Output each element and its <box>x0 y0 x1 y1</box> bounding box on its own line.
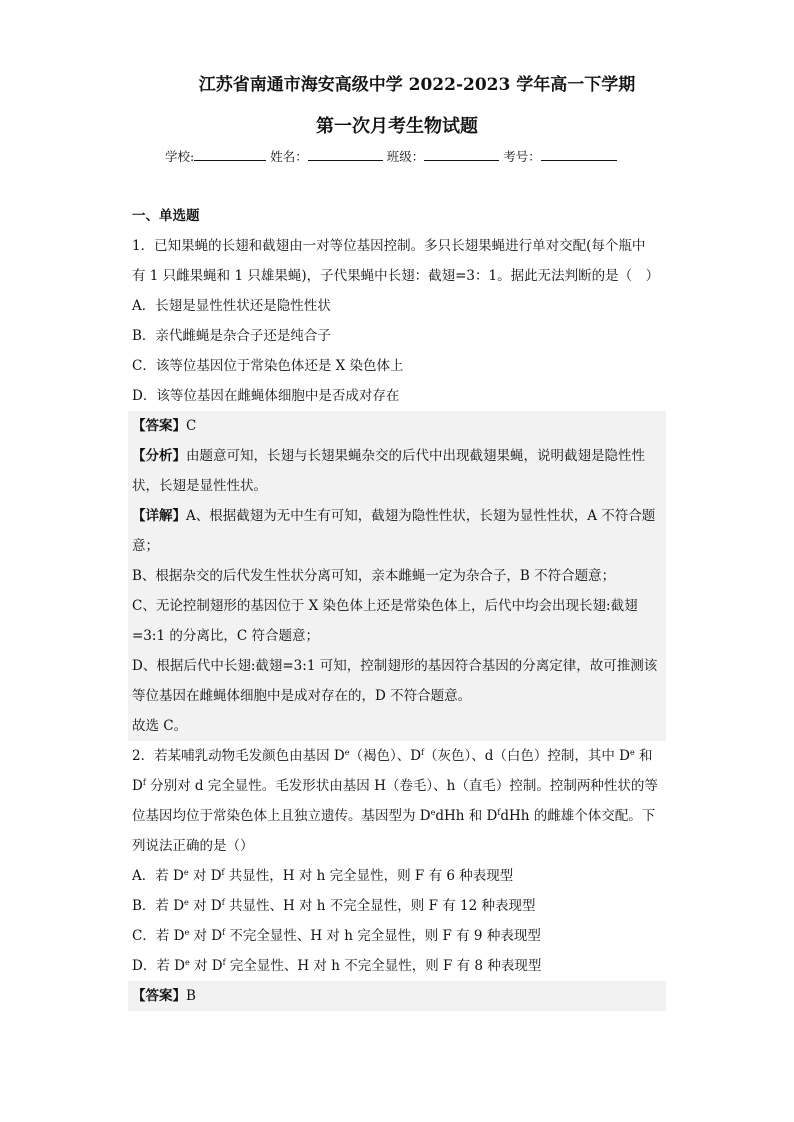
q2-option-d <box>132 951 662 981</box>
q2-stem <box>132 741 662 861</box>
q2-text: 和 <box>634 748 653 764</box>
superscript-f: f <box>222 928 226 937</box>
name-blank[interactable] <box>308 148 383 161</box>
q1-answer <box>132 411 662 441</box>
q2-text: 分别对 d 完全显性。毛发形状由基因 H（卷毛）、h（直毛）控制。控制两种性状的等 <box>145 778 658 794</box>
option-text: 对 D <box>189 928 223 944</box>
q2-text: （灰色）、d（白色）控制，其中 D <box>424 748 631 764</box>
student-info-row <box>165 147 617 165</box>
superscript-e: e <box>183 868 189 877</box>
q1-detail-c: C、无论控制翅形的基因位于 X 染色体上还是常染色体上，后代中均会出现长翅:截翅=3:1 的分离比，C 符合题意； <box>132 598 638 644</box>
q2-option-a <box>132 861 662 891</box>
superscript-e: e <box>344 748 350 757</box>
q1-analysis <box>132 441 662 501</box>
option-text: 共显性、H 对 h 不完全显性，则 F 有 12 种表现型 <box>224 898 536 914</box>
q1-answer-block <box>128 411 666 741</box>
answer-tag: 【答案】 <box>132 988 186 1004</box>
superscript-f: f <box>221 898 225 907</box>
superscript-f: f <box>222 958 226 967</box>
q2-text: D <box>132 778 143 794</box>
option-text: 完全显性、H 对 h 不完全显性，则 F 有 8 种表现型 <box>225 958 542 974</box>
option-text: 不完全显性、H 对 h 完全显性，则 F 有 9 种表现型 <box>225 928 541 944</box>
q1-option-a: A．长翅是显性性状还是隐性性状 <box>132 298 331 314</box>
answer-value: B <box>186 988 196 1004</box>
q2-text: dHh 的雌雄个体交配。下 <box>500 808 656 824</box>
q2-stem-line3 <box>132 801 662 831</box>
q2-stem-line2 <box>132 771 662 801</box>
exam-number-blank[interactable] <box>541 148 617 161</box>
option-text: A．若 D <box>132 868 184 884</box>
option-text: B．若 D <box>132 898 185 914</box>
superscript-f: f <box>221 868 225 877</box>
q1-stem-line1: 1．已知果蝇的长翅和截翅由一对等位基因控制。多只长翅果蝇进行单对交配(每个瓶中 <box>132 238 646 254</box>
class-label: 班级： <box>386 149 425 164</box>
analysis-tag: 【分析】 <box>132 448 186 464</box>
class-blank[interactable] <box>424 148 499 161</box>
q2-option-b <box>132 891 662 921</box>
q2-answer-block <box>128 981 666 1011</box>
superscript-e: e <box>430 808 436 817</box>
superscript-e: e <box>630 748 635 757</box>
exam-number-label: 考号： <box>503 149 541 164</box>
superscript-f: f <box>421 748 424 757</box>
option-text: 对 D <box>188 898 222 914</box>
option-text: 对 D <box>188 868 222 884</box>
q1-detail-b: B、根据杂交的后代发生性状分离可知，亲本雌蝇一定为杂合子，B 不符合题意； <box>132 568 616 584</box>
superscript-e: e <box>184 928 190 937</box>
q2-option-c <box>132 921 662 951</box>
answer-value: C <box>186 418 197 434</box>
q2-answer <box>132 981 662 1011</box>
question-content <box>132 204 662 1011</box>
option-text: 对 D <box>189 958 223 974</box>
option-text: D．若 D <box>132 958 185 974</box>
superscript-f: f <box>142 778 146 787</box>
superscript-e: e <box>184 958 190 967</box>
q2-text: （褐色）、D <box>349 748 422 764</box>
exam-title-line1: 江苏省南通市海安高级中学 2022-2023 学年高一下学期 <box>198 75 636 95</box>
q2-text: 2．若某哺乳动物毛发颜色由基因 D <box>132 748 345 764</box>
q1-option-d: D．该等位基因在雌蝇体细胞中是否成对存在 <box>132 388 400 404</box>
q1-option-b: B．亲代雌蝇是杂合子还是纯合子 <box>132 328 331 344</box>
exam-title-line2: 第一次月考生物试题 <box>316 116 478 137</box>
q1-conclusion: 故选 C。 <box>132 718 188 734</box>
detail-a-text: A、根据截翅为无中生有可知，截翅为隐性性状，长翅为显性性状，A 不符合题意； <box>132 508 656 554</box>
analysis-text: 由题意可知，长翅与长翅果蝇杂交的后代中出现截翅果蝇，说明截翅是隐性性状，长翅是显性性状。 <box>132 448 645 494</box>
answer-tag: 【答案】 <box>132 418 186 434</box>
superscript-e: e <box>184 898 189 907</box>
name-label: 姓名： <box>270 149 308 164</box>
school-label: 学校: <box>165 149 195 164</box>
q2-text: 位基因均位于常染色体上且独立遗传。基因型为 D <box>132 808 431 824</box>
option-text: 共显性，H 对 h 完全显性，则 F 有 6 种表现型 <box>224 868 514 884</box>
detail-tag: 【详解】 <box>132 508 186 524</box>
option-text: C．若 D <box>132 928 185 944</box>
q2-text: dHh 和 D <box>435 808 498 824</box>
superscript-f: f <box>497 808 501 817</box>
q1-option-c: C．该等位基因位于常染色体还是 X 染色体上 <box>132 358 404 374</box>
q2-stem-line4: 列说法正确的是（） <box>132 838 254 854</box>
q1-stem <box>132 231 662 291</box>
q1-detail-a <box>132 501 662 561</box>
school-blank[interactable] <box>194 148 266 161</box>
q1-detail-d: D、根据后代中长翅:截翅=3:1 可知，控制翅形的基因符合基因的分离定律，故可推测该等位基因在雌蝇体细胞中是成对存在的，D 不符合题意。 <box>132 658 658 704</box>
q2-stem-line1 <box>132 741 662 771</box>
section-heading: 一、单选题 <box>132 208 200 224</box>
q1-stem-line2: 有 1 只雌果蝇和 1 只雄果蝇)，子代果蝇中长翅：截翅=3：1。据此无法判断的是（ ） <box>132 268 660 284</box>
